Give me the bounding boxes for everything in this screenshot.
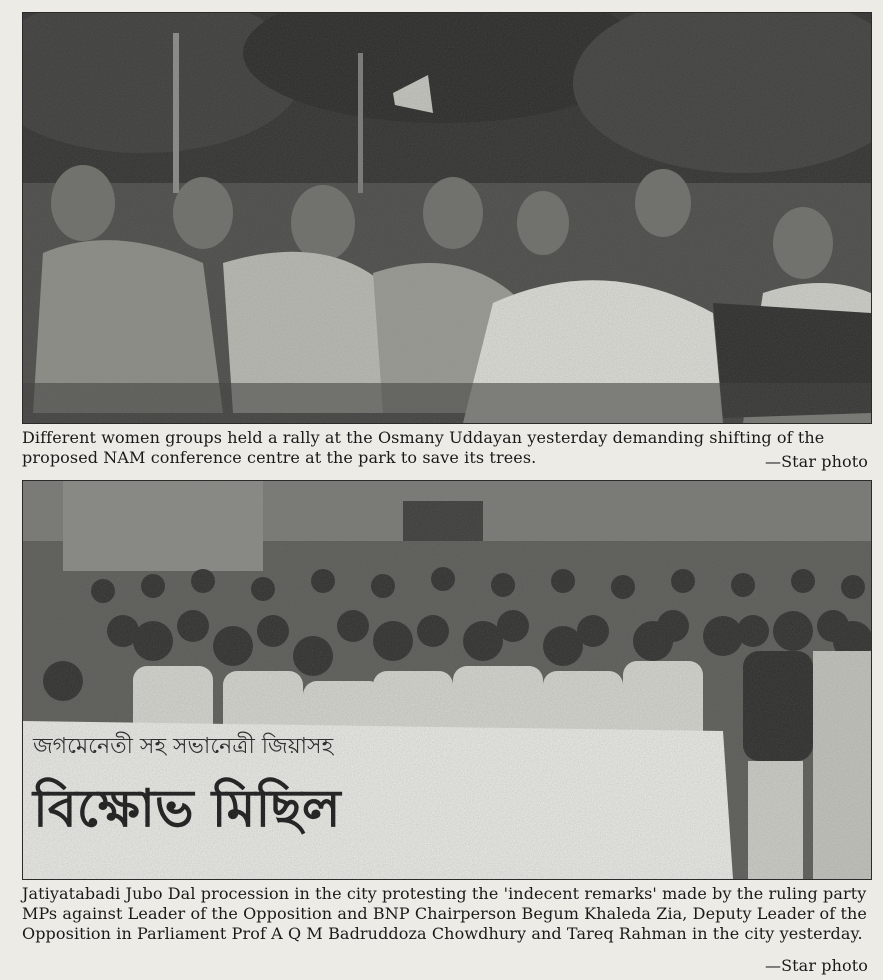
caption-text: Different women groups held a rally at the Osmany Uddayan yesterday demanding shifting of the proposed NAM conference centre at the park to save its trees.	[22, 428, 825, 467]
photo-credit: —Star photo	[764, 956, 868, 975]
caption-women-rally	[22, 428, 872, 472]
photo-jubo-dal-procession	[22, 480, 872, 880]
rally-photo-image	[23, 13, 871, 423]
photo-women-rally	[22, 12, 872, 424]
photo-credit: —Star photo	[764, 452, 868, 471]
procession-photo-image	[23, 481, 871, 879]
caption-procession	[22, 884, 872, 976]
caption-text: Jatiyatabadi Jubo Dal procession in the city protesting the 'indecent remarks' made by the ruling party MPs against Leader of the Opposition and BNP Chairperson Begum Khaleda Zia, Deputy Leader of the Opposition in Parliament Prof A Q M Badruddoza Chowdhury and Tareq Rahman in the city yesterday.	[22, 884, 867, 943]
